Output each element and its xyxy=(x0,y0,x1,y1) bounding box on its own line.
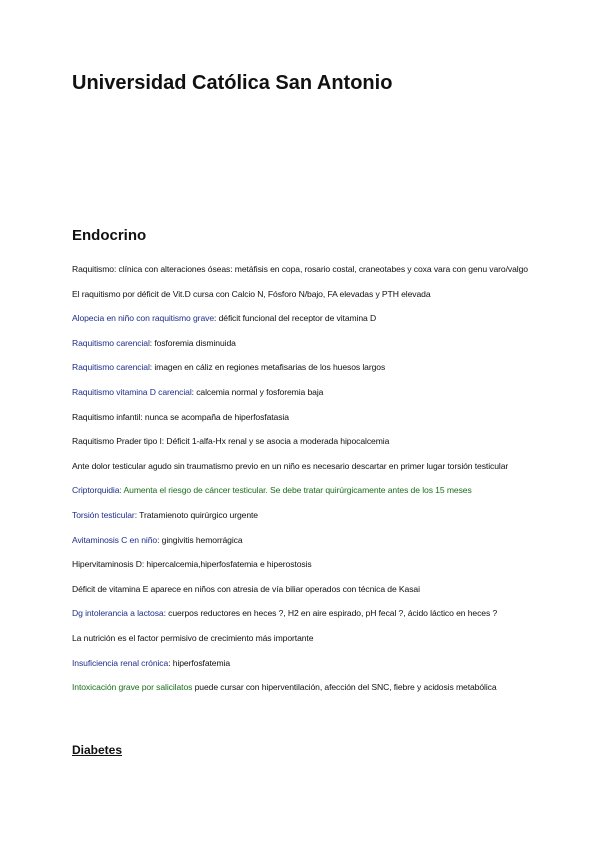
item-term: Raquitismo carencial xyxy=(72,337,150,348)
list-item xyxy=(72,411,530,423)
item-text: Ante dolor testicular agudo sin traumatismo previo en un niño es necesario descartar en primer lugar torsión testicular xyxy=(72,460,509,471)
item-text: El raquitismo por déficit de Vit.D cursa con Calcio N, Fósforo N/bajo, FA elevadas y PTH elevada xyxy=(72,288,431,299)
item-text: : cuerpos reductores en heces ?, H2 en aire espirado, pH fecal ?, ácido láctico en heces ? xyxy=(163,608,498,619)
list-item xyxy=(72,312,530,324)
item-term: Dg intolerancia a lactosa xyxy=(72,608,164,619)
list-item xyxy=(72,534,530,546)
item-text: puede cursar con hiperventilación, afección del SNC, fiebre y acidosis metabólica xyxy=(192,682,497,693)
item-text: : gingivitis hemorrágica xyxy=(157,534,243,545)
list-item xyxy=(72,288,530,300)
note-list xyxy=(72,263,530,706)
list-item xyxy=(72,509,530,521)
item-text: Raquitismo infantil: nunca se acompaña de hiperfosfatasia xyxy=(72,411,289,422)
item-text: Raquitismo Prader tipo I: Déficit 1-alfa-Hx renal y se asocia a moderada hipocalcemia xyxy=(72,436,390,447)
item-text: : déficit funcional del receptor de vitamina D xyxy=(214,313,377,324)
list-item xyxy=(72,435,530,447)
list-item xyxy=(72,583,530,595)
item-text: : imagen en cáliz en regiones metafisarias de los huesos largos xyxy=(149,362,386,373)
section-title: Endocrino xyxy=(72,227,147,244)
item-text: : Tratamienoto quirúrgico urgente xyxy=(134,509,258,520)
list-item xyxy=(72,460,530,472)
item-term: Raquitismo carencial xyxy=(72,362,150,373)
item-term: Criptorquidia xyxy=(72,485,120,496)
item-text: Hipervitaminosis D: hipercalcemia,hiperfosfatemia e hiperostosis xyxy=(72,559,312,570)
list-item xyxy=(72,337,530,349)
item-term: Insuficiencia renal crónica xyxy=(72,657,169,668)
item-term: Alopecia en niño con raquitismo grave xyxy=(72,313,215,324)
item-term: Torsión testicular xyxy=(72,509,135,520)
list-item xyxy=(72,263,530,275)
subsection-title: Diabetes xyxy=(72,743,123,757)
list-item xyxy=(72,607,530,619)
list-item xyxy=(72,386,530,398)
item-text: : hiperfosfatemia xyxy=(168,657,231,668)
item-text: : calcemia normal y fosforemia baja xyxy=(191,386,324,397)
list-item xyxy=(72,361,530,373)
item-text: La nutrición es el factor permisivo de crecimiento más importante xyxy=(72,632,314,643)
item-term: Intoxicación grave por salicilatos xyxy=(72,682,193,693)
list-item xyxy=(72,558,530,570)
list-item xyxy=(72,484,530,496)
item-text: Déficit de vitamina E aparece en niños con atresia de vía biliar operados con técnica de Kasai xyxy=(72,583,420,594)
page-title: Universidad Católica San Antonio xyxy=(72,72,393,94)
item-text: : fosforemia disminuida xyxy=(149,337,236,348)
item-text: Raquitismo: clínica con alteraciones óseas: metáfisis en copa, rosario costal, craneotabes y coxa vara con genu varo/valgo xyxy=(72,264,528,274)
item-text: : Aumenta el riesgo de cáncer testicular. Se debe tratar quirúrgicamente antes de los 15 meses xyxy=(119,485,472,496)
item-term: Raquitismo vitamina D carencial xyxy=(72,386,192,397)
item-term: Avitaminosis C en niño xyxy=(72,534,158,545)
list-item xyxy=(72,657,530,669)
list-item xyxy=(72,632,530,644)
list-item xyxy=(72,681,530,693)
